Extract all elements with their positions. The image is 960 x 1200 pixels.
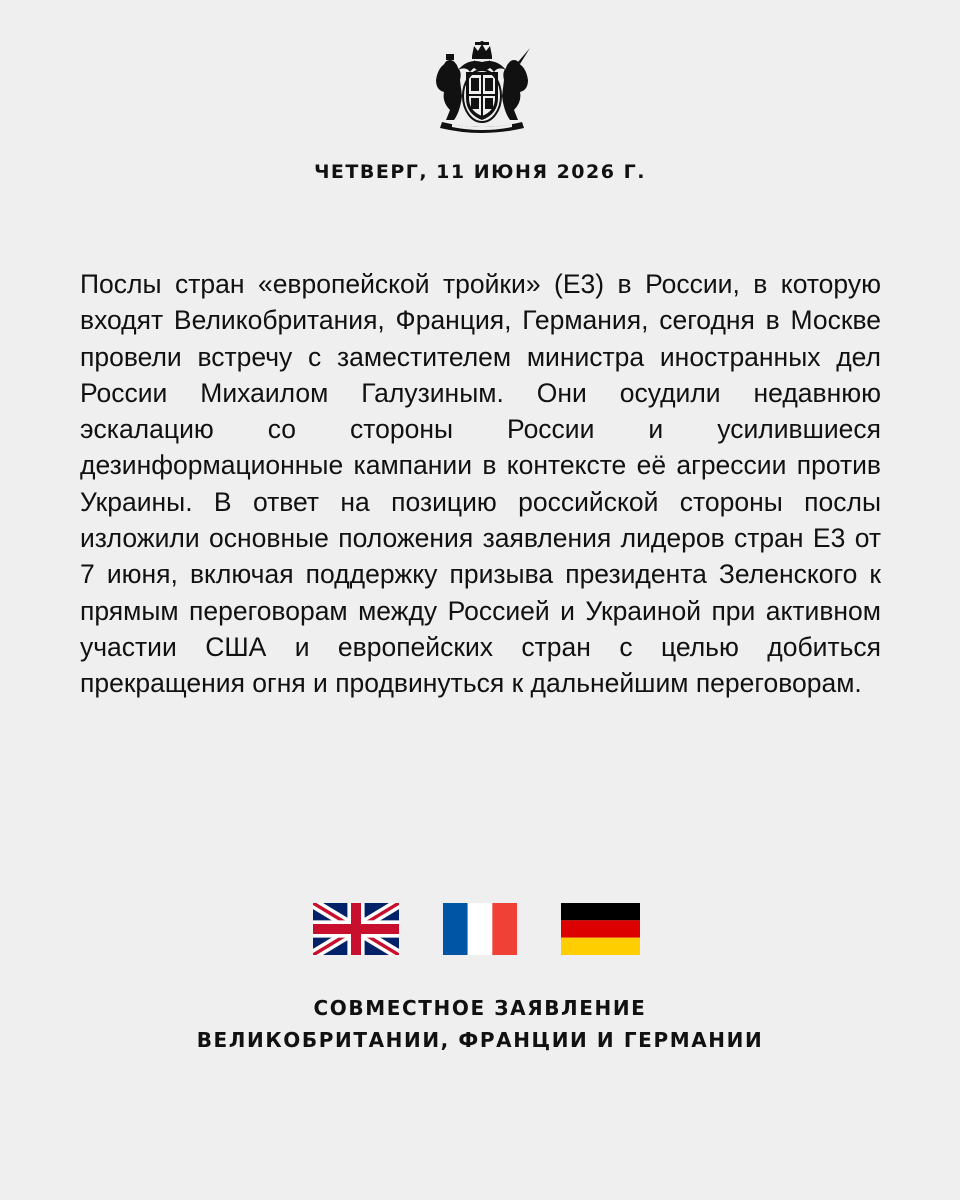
statement-footer	[0, 992, 960, 1056]
statement-date: ЧЕТВЕРГ, 11 ИЮНЯ 2026 Г.	[314, 161, 646, 183]
statement-body: Послы стран «европейской тройки» (Е3) в России, в которую входят Великобритания, Франция, Германия, сегодня в Москве провели встречу с заместителем министра иностранных дел России Михаилом Галузиным. Они осудили недавнюю эскалацию со стороны России и усилившиеся дезинформационные кампании в контексте её агрессии против Украины. В ответ на позицию российской стороны послы изложили основные положения заявления лидеров стран Е3 от 7 июня, включая поддержку призыва президента Зеленского к прямым переговорам между Россией и Украиной при активном участии США и европейских стран с целью добиться прекращения огня и продвинуться к дальнейшим переговорам.	[80, 269, 881, 699]
royal-coat-of-arms-icon	[428, 40, 536, 136]
france-flag-icon	[443, 903, 517, 955]
footer-line-2: ВЕЛИКОБРИТАНИИ, ФРАНЦИИ И ГЕРМАНИИ	[196, 1028, 764, 1052]
germany-flag-icon	[561, 903, 640, 955]
flags-row	[0, 903, 960, 959]
footer-line-1: СОВМЕСТНОЕ ЗАЯВЛЕНИЕ	[313, 996, 647, 1020]
uk-flag-icon	[313, 903, 399, 955]
